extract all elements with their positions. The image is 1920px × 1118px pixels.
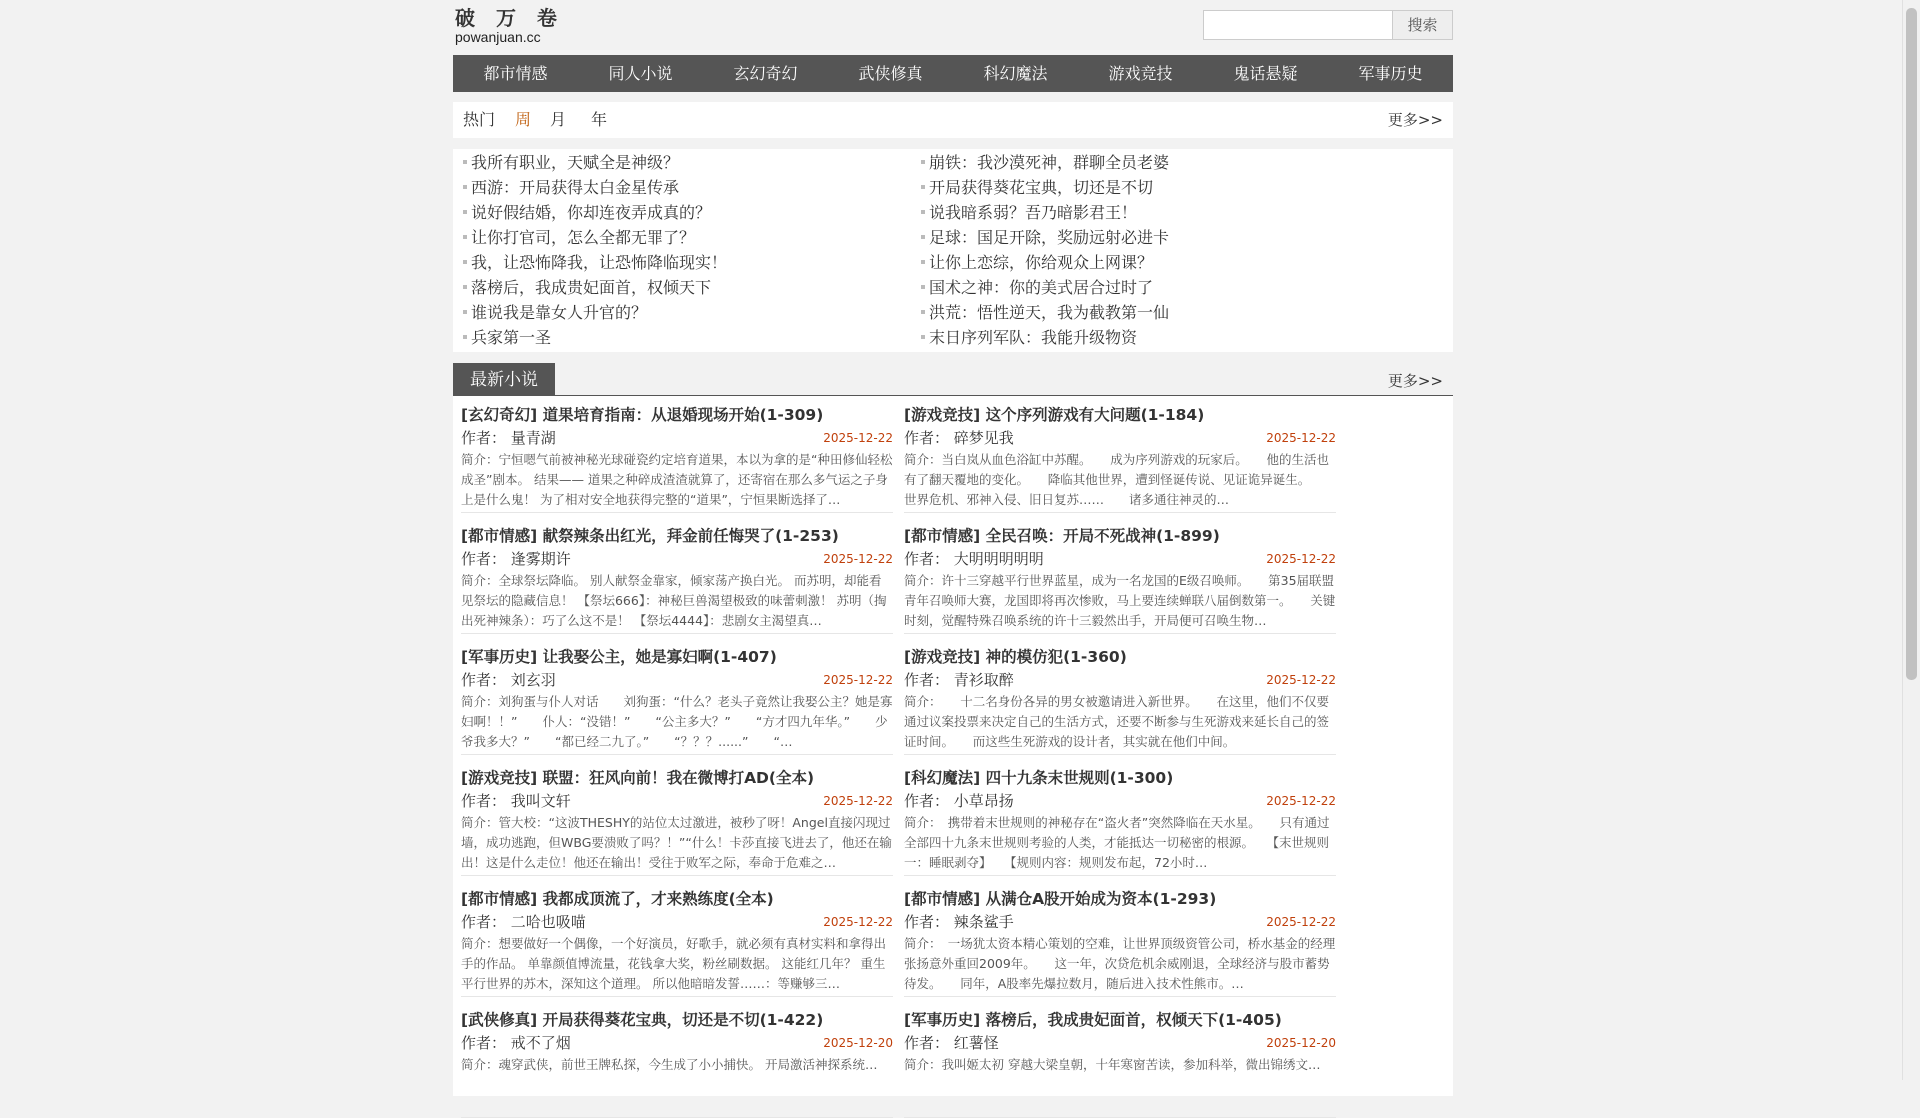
nav-item-history[interactable]: 军事历史 — [1358, 64, 1423, 83]
bullet-icon — [463, 210, 467, 214]
header — [453, 0, 1453, 55]
book-intro: 简介： 携带着末世规则的神秘存在“盗火者”突然降临在天水星。 只有通过全部四十九条末世规则考验的人类，才能抵达一切秘密的根源。 【末世规则一：睡眠剥夺】 【规则内容：规则发布起，72小时… — [904, 813, 1336, 876]
book-intro: 简介：想要做好一个偶像，一个好演员，好歌手，就必须有真材实料和拿得出手的作品。 单靠颜值博流量，花钱拿大奖，粉丝刷数据。 这能红几年？ 重生平行世界的苏木，深知这个道理。 所以他暗暗发誓……：等赚够三… — [461, 934, 893, 997]
book-author: 作者： 逢雾期许 — [461, 550, 571, 568]
book-title[interactable]: [科幻魔法] 四十九条末世规则(1-300) — [904, 769, 1174, 787]
ranking-item[interactable]: 谁说我是靠女人升官的？ — [463, 300, 647, 325]
book-card — [904, 404, 1336, 513]
tab-week[interactable]: 周 — [515, 110, 532, 129]
book-title[interactable]: [都市情感] 献祭辣条出红光，拜金前任悔哭了(1-253) — [461, 527, 839, 545]
book-intro: 简介：宁恒嗯气前被神秘光球碰瓷约定培育道果，本以为拿的是“种田修仙轻松成圣”剧本。 结果—— 道果之种碎成渣渣就算了，还寄宿在那么多气运之子身上是什么鬼！ 为了相对安全地获得完整的“道果”，宁恒果断选择了… — [461, 450, 893, 513]
book-card — [904, 646, 1336, 755]
latest-list — [453, 396, 1453, 1096]
book-date: 2025-12-22 — [1266, 794, 1336, 808]
ranking-item[interactable]: 说好假结婚，你却连夜弄成真的？ — [463, 200, 711, 225]
book-meta — [461, 668, 893, 692]
book-intro: 简介：当白岚从血色浴缸中苏醒。 成为序列游戏的玩家后。 他的生活也有了翻天覆地的变化。 降临其他世界，遭到怪诞传说、见证诡异诞生。 世界危机、邪神入侵、旧日复苏…… 诸多通往神灵的… — [904, 450, 1336, 513]
ranking-item[interactable]: 洪荒：悟性逆天，我为截教第一仙 — [921, 300, 1169, 325]
book-date: 2025-12-22 — [823, 915, 893, 929]
book-card — [461, 525, 893, 634]
logo-domain: powanjuan.cc — [455, 29, 541, 45]
ranking-more-link[interactable]: 更多>> — [1387, 111, 1443, 129]
book-title[interactable]: [都市情感] 全民召唤：开局不死战神(1-899) — [904, 527, 1220, 545]
book-title[interactable]: [都市情感] 我都成顶流了，才来熟练度(全本) — [461, 890, 774, 908]
bullet-icon — [463, 335, 467, 339]
book-author: 作者： 戒不了烟 — [461, 1034, 571, 1052]
bullet-icon — [921, 260, 925, 264]
book-card — [461, 767, 893, 876]
book-meta — [461, 789, 893, 813]
ranking-item[interactable]: 末日序列军队：我能升级物资 — [921, 325, 1137, 350]
book-date: 2025-12-20 — [823, 1036, 893, 1050]
book-date: 2025-12-22 — [823, 673, 893, 687]
book-title[interactable]: [都市情感] 从满仓A股开始成为资本(1-293) — [904, 890, 1217, 908]
bullet-icon — [463, 160, 467, 164]
book-card — [904, 888, 1336, 997]
book-meta — [461, 910, 893, 934]
scrollbar-thumb[interactable] — [1906, 8, 1917, 680]
book-meta — [461, 426, 893, 450]
latest-more-link[interactable]: 更多>> — [1387, 372, 1443, 390]
nav-item-horror[interactable]: 鬼话悬疑 — [1233, 64, 1298, 83]
bullet-icon — [921, 285, 925, 289]
ranking-item[interactable]: 足球：国足开除，奖励远射必进卡 — [921, 225, 1169, 250]
book-card — [904, 767, 1336, 876]
ranking-item[interactable]: 让你上恋综，你给观众上网课？ — [921, 250, 1153, 275]
nav-item-scifi[interactable]: 科幻魔法 — [983, 64, 1048, 83]
search-input[interactable] — [1203, 10, 1393, 40]
category-nav — [453, 55, 1453, 92]
book-meta — [904, 426, 1336, 450]
logo-chinese: 破 万 卷 — [455, 6, 564, 30]
book-title[interactable]: [军事历史] 让我娶公主，她是寡妇啊(1-407) — [461, 648, 777, 666]
book-date: 2025-12-22 — [823, 794, 893, 808]
book-meta — [904, 547, 1336, 571]
bullet-icon — [463, 260, 467, 264]
book-meta — [904, 789, 1336, 813]
bullet-icon — [921, 335, 925, 339]
latest-header — [453, 362, 1453, 396]
book-meta — [904, 1031, 1336, 1055]
latest-title: 最新小说 — [453, 363, 555, 397]
book-intro: 简介： 十二名身份各异的男女被邀请进入新世界。 在这里，他们不仅要通过议案投票来决定自己的生活方式，还要不断参与生死游戏来延长自己的签证时间。 而这些生死游戏的设计者，其实就在他们中间。 — [904, 692, 1336, 755]
book-date: 2025-12-22 — [1266, 673, 1336, 687]
book-card — [461, 888, 893, 997]
bullet-icon — [921, 310, 925, 314]
book-author: 作者： 量青湖 — [461, 429, 556, 447]
tab-year[interactable]: 年 — [591, 110, 608, 129]
book-date: 2025-12-20 — [1266, 1036, 1336, 1050]
book-meta — [904, 910, 1336, 934]
book-meta — [904, 668, 1336, 692]
book-intro: 简介：我叫姬太初 穿越大梁皇朝，十年寒窗苦读，参加科举，微出锦绣文… — [904, 1055, 1336, 1118]
bullet-icon — [463, 235, 467, 239]
book-intro: 简介：许十三穿越平行世界蓝星，成为一名龙国的E级召唤师。 第35届联盟青年召唤师大赛，龙国即将再次惨败，马上要连续蝉联八届倒数第一。 关键时刻，觉醒特殊召唤系统的许十三毅然出手，开局便可召唤生物… — [904, 571, 1336, 634]
ranking-item[interactable]: 开局获得葵花宝典，切还是不切 — [921, 175, 1153, 200]
ranking-item[interactable]: 我，让恐怖降我，让恐怖降临现实！ — [463, 250, 727, 275]
book-author: 作者： 碎梦见我 — [904, 429, 1014, 447]
bullet-icon — [921, 160, 925, 164]
ranking-item[interactable]: 崩铁：我沙漠死神，群聊全员老婆 — [921, 150, 1169, 175]
ranking-item[interactable]: 让你打官司，怎么全都无罪了？ — [463, 225, 695, 250]
page — [453, 0, 1453, 1072]
book-meta — [461, 1031, 893, 1055]
book-author: 作者： 小草昂扬 — [904, 792, 1014, 810]
book-author: 作者： 刘玄羽 — [461, 671, 556, 689]
book-meta — [461, 547, 893, 571]
ranking-tabs — [453, 102, 1453, 138]
book-card — [904, 1009, 1336, 1118]
ranking-item[interactable]: 兵家第一圣 — [463, 325, 551, 350]
tab-hot[interactable]: 热门 — [463, 110, 496, 129]
book-title[interactable]: [游戏竞技] 联盟：狂风向前！我在微博打AD(全本) — [461, 769, 815, 787]
book-intro: 简介：管大校：“这波THESHY的站位太过激进，被秒了呀！Angel直接闪现过墙，成功逃跑，但WBG要溃败了吗？！”“什么！卡莎直接飞进去了，他还在输出！这是什么走位！他还在输出！受往于败军之际，奉命于危难之… — [461, 813, 893, 876]
bullet-icon — [921, 185, 925, 189]
book-title[interactable]: [游戏竞技] 这个序列游戏有大问题(1-184) — [904, 406, 1205, 424]
book-title[interactable]: [军事历史] 落榜后，我成贵妃面首，权倾天下(1-405) — [904, 1011, 1282, 1029]
book-card — [461, 1009, 893, 1118]
nav-item-fanfic[interactable]: 同人小说 — [608, 64, 673, 83]
ranking-item[interactable]: 西游：开局获得太白金星传承 — [463, 175, 679, 200]
nav-item-urban[interactable]: 都市情感 — [483, 64, 548, 83]
bullet-icon — [463, 285, 467, 289]
book-intro: 简介： 一场犹太资本精心策划的空难，让世界顶级资管公司，桥水基金的经理张扬意外重回2009年。 这一年，次贷危机余威刚退，全球经济与股市蓄势待发。 同年，A股率先爆拉数月，随后进入技术性熊市。… — [904, 934, 1336, 997]
ranking-item[interactable]: 说我暗系弱？吾乃暗影君王！ — [921, 200, 1137, 225]
book-intro: 简介：魂穿武侠，前世王牌私探，今生成了小小捕快。 开局激活神探系统… — [461, 1055, 893, 1118]
search-button[interactable]: 搜索 — [1392, 10, 1453, 40]
book-date: 2025-12-22 — [1266, 915, 1336, 929]
book-intro: 简介：刘狗蛋与仆人对话 刘狗蛋：“什么？老头子竟然让我娶公主？她是寡妇啊！！” 仆人：“没错！” “公主多大？” “方才四九年华。” 少爷我多大？” “都已经二九了。” “？？？......” “… — [461, 692, 893, 755]
ranking-item[interactable]: 我所有职业，天赋全是神级？ — [463, 150, 679, 175]
book-card — [461, 404, 893, 513]
book-author: 作者： 大明明明明明 — [904, 550, 1044, 568]
ranking-list — [453, 149, 1453, 352]
book-card — [461, 646, 893, 755]
book-date: 2025-12-22 — [1266, 431, 1336, 445]
book-card — [904, 525, 1336, 634]
book-author: 作者： 红薯怪 — [904, 1034, 999, 1052]
bullet-icon — [921, 235, 925, 239]
bullet-icon — [463, 185, 467, 189]
site-logo[interactable] — [455, 7, 565, 45]
book-author: 作者： 辣条鲨手 — [904, 913, 1014, 931]
bullet-icon — [463, 310, 467, 314]
book-title[interactable]: [游戏竞技] 神的模仿犯(1-360) — [904, 648, 1127, 666]
book-author: 作者： 二哈也吸喵 — [461, 913, 586, 931]
nav-item-wuxia[interactable]: 武侠修真 — [858, 64, 923, 83]
nav-item-fantasy[interactable]: 玄幻奇幻 — [733, 64, 798, 83]
ranking-item[interactable]: 国术之神：你的美式居合过时了 — [921, 275, 1153, 300]
book-title[interactable]: [玄幻奇幻] 道果培育指南：从退婚现场开始(1-309) — [461, 406, 824, 424]
vertical-scrollbar[interactable] — [1902, 0, 1920, 1080]
ranking-item[interactable]: 落榜后，我成贵妃面首，权倾天下 — [463, 275, 711, 300]
book-date: 2025-12-22 — [1266, 552, 1336, 566]
book-date: 2025-12-22 — [823, 431, 893, 445]
bullet-icon — [921, 210, 925, 214]
tab-month[interactable]: 月 — [550, 110, 567, 129]
nav-item-games[interactable]: 游戏竞技 — [1108, 64, 1173, 83]
book-intro: 简介：全球祭坛降临。 别人献祭金靠家，倾家荡产换白光。 而苏明，却能看见祭坛的隐藏信息！ 【祭坛666】：神秘巨兽渴望极致的味蕾刺激！ 苏明（掏出死神辣条）：巧了么这不是！ 【祭坛4444】：悲剧女主渴望真… — [461, 571, 893, 634]
book-author: 作者： 青衫取醉 — [904, 671, 1014, 689]
book-author: 作者： 我叫文轩 — [461, 792, 571, 810]
book-date: 2025-12-22 — [823, 552, 893, 566]
book-title[interactable]: [武侠修真] 开局获得葵花宝典，切还是不切(1-422) — [461, 1011, 824, 1029]
